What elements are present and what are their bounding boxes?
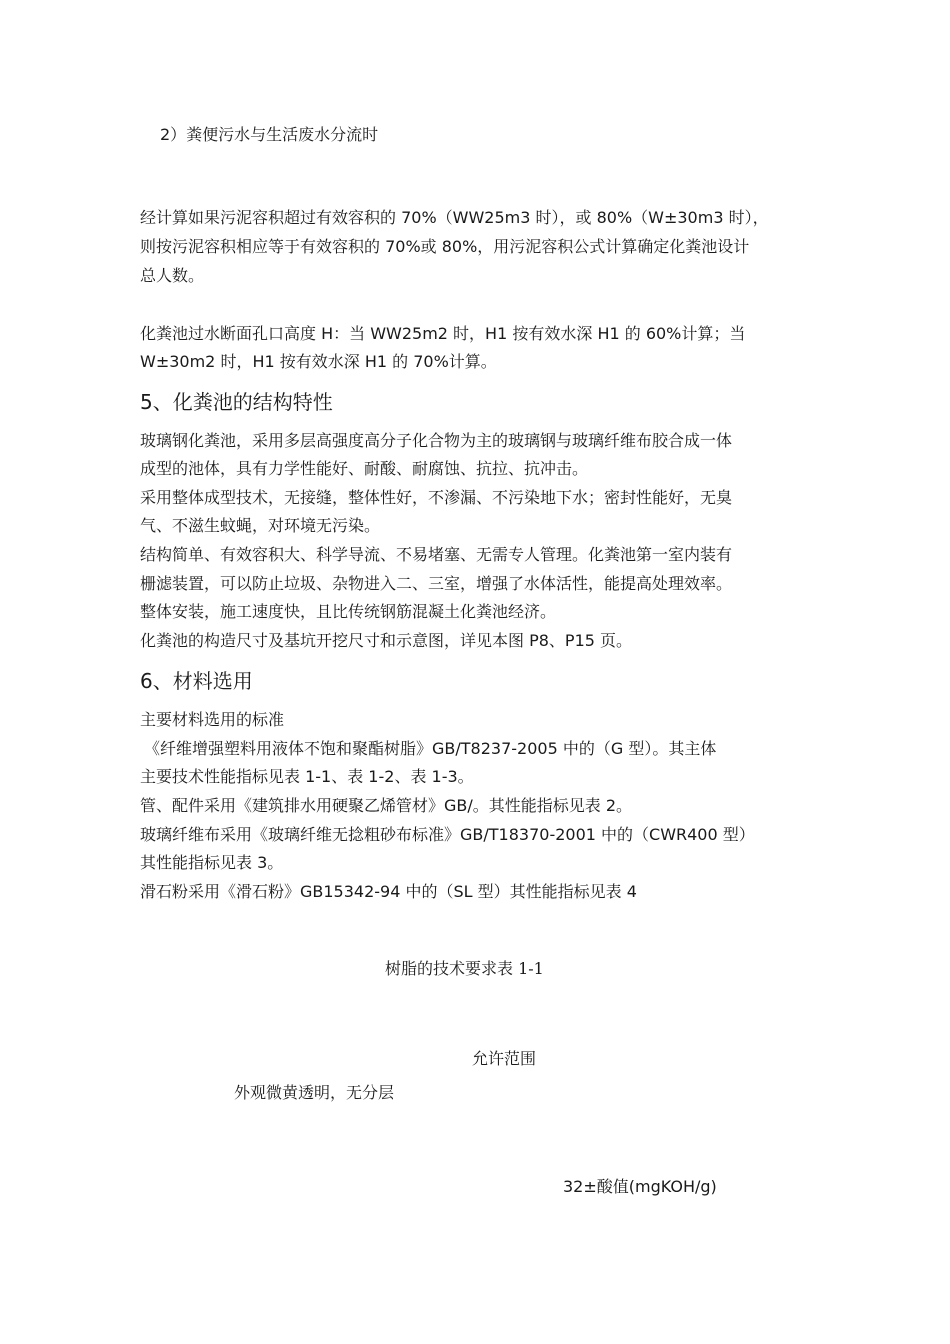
subsection-heading: 2）粪便污水与生活废水分流时 — [160, 125, 379, 144]
text-line: 则按污泥容积相应等于有效容积的 70%或 80%，用污泥容积公式计算确定化粪池设计 — [140, 237, 750, 256]
text-line: 结构简单、有效容积大、科学导流、不易堵塞、无需专人管理。化粪池第一室内装有 — [140, 545, 733, 564]
table-header-allowed-range: 允许范围 — [472, 1049, 537, 1068]
text-line: 采用整体成型技术，无接缝，整体性好，不渗漏、不污染地下水；密封性能好，无臭 — [140, 488, 733, 507]
text-line: 玻璃纤维布采用《玻璃纤维无捻粗砂布标准》GB/T18370-2001 中的（CWR400 型） — [140, 825, 755, 844]
text-line: 《纤维增强塑料用液体不饱和聚酯树脂》GB/T8237-2005 中的（G 型）。其主体 — [144, 739, 717, 758]
table-row-acid-value: 32±酸值(mgKOH/g) — [563, 1177, 717, 1196]
text-line: 化粪池的构造尺寸及基坑开挖尺寸和示意图，详见本图 P8、P15 页。 — [140, 631, 633, 650]
text-line: 栅滤装置，可以防止垃圾、杂物进入二、三室，增强了水体活性，能提高处理效率。 — [140, 574, 733, 593]
text-line: 整体安装，施工速度快，且比传统钢筋混凝土化粪池经济。 — [140, 602, 557, 621]
text-line: 总人数。 — [140, 266, 205, 285]
text-line: 主要材料选用的标准 — [140, 710, 285, 729]
text-line: W±30m2 时，H1 按有效水深 H1 的 70%计算。 — [140, 352, 497, 371]
text-line: 主要技术性能指标见表 1-1、表 1-2、表 1-3。 — [140, 767, 474, 786]
text-line: 滑石粉采用《滑石粉》GB15342-94 中的（SL 型）其性能指标见表 4 — [140, 882, 637, 901]
section-5-title: 5、化粪池的结构特性 — [140, 390, 333, 414]
text-line: 化粪池过水断面孔口高度 H：当 WW25m2 时，H1 按有效水深 H1 的 60%计算；当 — [140, 324, 746, 343]
text-line: 经计算如果污泥容积超过有效容积的 70%（WW25m3 时），或 80%（W±30m3 时）， — [140, 208, 769, 227]
table-title: 树脂的技术要求表 1-1 — [385, 959, 544, 978]
section-6-title: 6、材料选用 — [140, 669, 253, 693]
text-line: 气、不滋生蚊蝇，对环境无污染。 — [140, 516, 381, 535]
text-line: 其性能指标见表 3。 — [140, 853, 284, 872]
text-line: 成型的池体，具有力学性能好、耐酸、耐腐蚀、抗拉、抗冲击。 — [140, 459, 589, 478]
text-line: 管、配件采用《建筑排水用硬聚乙烯管材》GB/。其性能指标见表 2。 — [140, 796, 633, 815]
text-line: 玻璃钢化粪池，采用多层高强度高分子化合物为主的玻璃钢与玻璃纤维布胶合成一体 — [140, 431, 733, 450]
table-row-appearance: 外观微黄透明，无分层 — [234, 1083, 395, 1102]
